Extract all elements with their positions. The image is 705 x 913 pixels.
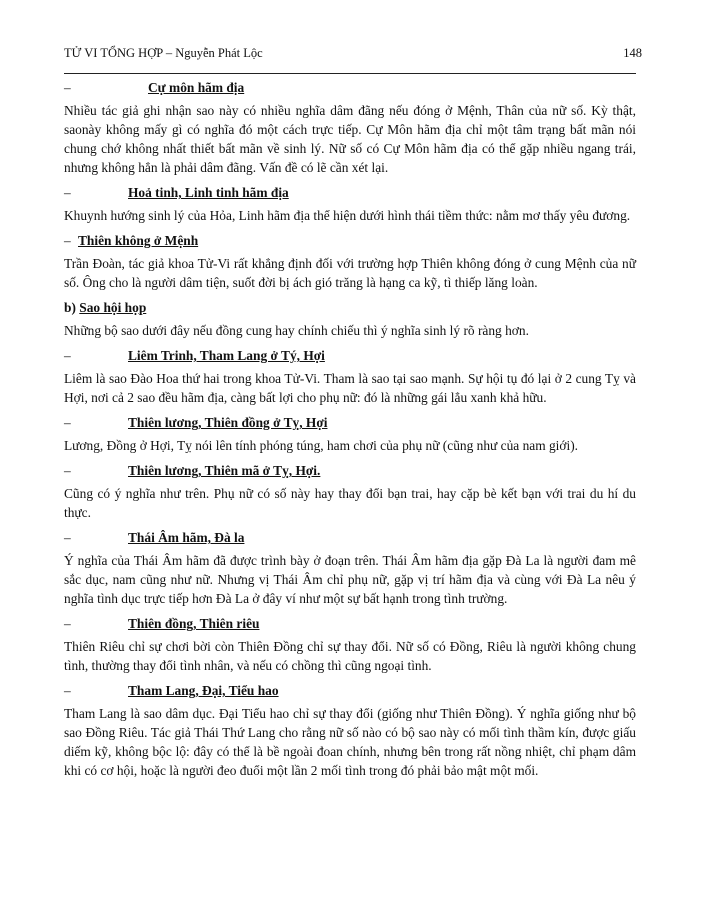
subsection-heading (64, 298, 636, 317)
section-title: Tham Lang, Đại, Tiểu hao (128, 683, 279, 698)
running-title: TỬ VI TỔNG HỢP – Nguyễn Phát Lộc (64, 46, 263, 60)
subsection-label (64, 298, 146, 317)
dash-bullet: – (64, 233, 71, 248)
section-paragraph: Nhiều tác giả ghi nhận sao này có nhiều nghĩa dâm đãng nếu đóng ở Mệnh, Thân của nữ số. Kỳ thật, saonày không mấy gì có nghĩa đó một cách trực tiếp. Cự Môn hãm địa chỉ một tâm trạng bất mãn nói chung chớ không nhất thiết bất mãn về sinh lý. Nữ số có Cự Môn hãm địa có thể gặp nhiều ngang trái, nhưng không hẳn là phải dâm đãng. Vấn đề có lẽ cần xét lại. (64, 103, 636, 175)
dash-bullet: – (64, 683, 71, 698)
section-paragraph: Ý nghĩa của Thái Âm hãm đã được trình bày ở đoạn trên. Thái Âm hãm địa gặp Đà La là người đam mê sắc dục, nam cũng như nữ. Nhưng vị Thái Âm chỉ phụ nữ, gặp vị trí hãm địa và cùng với Đà La nêu ý nghĩa tình dục trực tiếp hơn Đà La ở đây ví như một sự bất hạnh trong tình trường. (64, 553, 636, 606)
header-rule (64, 73, 636, 74)
section-heading (64, 78, 636, 97)
dash-bullet: – (64, 185, 71, 200)
subsection-title: Sao hội họp (79, 300, 147, 315)
section-heading (64, 183, 636, 202)
section-title: Hoả tinh, Linh tinh hãm địa (128, 185, 289, 200)
section-title: Thiên lương, Thiên mã ở Tỵ, Hợi. (128, 463, 321, 478)
section-title: Thiên đồng, Thiên riêu (128, 616, 260, 631)
section-title: Cự môn hãm địa (148, 80, 245, 95)
section-title: Liêm Trinh, Tham Lang ở Tý, Hợi (128, 348, 325, 363)
page-number: 148 (623, 46, 642, 60)
section-paragraph: Khuynh hướng sinh lý của Hỏa, Linh hãm địa thể hiện dưới hình thái tiềm thức: nằm mơ thấy yêu đương. (64, 208, 631, 223)
section-paragraph: Tham Lang là sao dâm dục. Đại Tiểu hao chỉ sự thay đổi (giống như Thiên Đồng). Ý nghĩa giống như bộ sao Đồng Riêu. Tác giả Thái Thứ Lang cho rằng nữ số nào có bộ sao này có mối tình thầm kín, được giấu diếm kỹ, không bộc lộ: đây có thể là bề ngoài đoan chính, nhưng bên trong rất nồng nhiệt, chỉ phạm dâm khi có cơ hội, hoặc là người đeo đuổi một lần 2 mối tình trong đó phải bảo mật một mối. (64, 706, 636, 778)
dash-bullet: – (64, 80, 71, 95)
section-paragraph: Lương, Đồng ở Hợi, Tỵ nói lên tính phóng túng, ham chơi của phụ nữ (cũng như của nam giới). (64, 438, 578, 453)
dash-bullet: – (64, 530, 71, 545)
section-title: Thiên lương, Thiên đồng ở Tỵ, Hợi (128, 415, 328, 430)
section-paragraph: Liêm là sao Đào Hoa thứ hai trong khoa Tử-Vi. Tham là sao tại sao mạnh. Sự hội tụ đó lại ở 2 cung Tỵ và Hợi, nơi cả 2 sao đều hãm địa, càng bất lợi cho phụ nữ: đó là những gái lẳu xanh khả hữu. (64, 371, 636, 405)
section-heading (64, 346, 636, 365)
section-title: Thiên không ở Mệnh (78, 233, 199, 248)
section-heading (64, 231, 636, 250)
dash-bullet: – (64, 415, 71, 430)
section-paragraph: Thiên Riêu chỉ sự chơi bời còn Thiên Đồng chỉ sự thay đổi. Nữ số có Đồng, Riêu là người không chung tình, thường thay đổi tình nhân, và nếu có chồng thì cũng ngoại tình. (64, 639, 636, 673)
section-paragraph: Trần Đoàn, tác giả khoa Tử-Vi rất khẳng định đối với trường hợp Thiên không đóng ở cung Mệnh của nữ số. Ông cho là người dâm tiện, suốt đời bị ách gió trăng là hạng ca kỹ, tì thiếp lăng loàn. (64, 256, 636, 290)
dash-bullet: – (64, 463, 71, 478)
section-paragraph: Những bộ sao dưới đây nếu đồng cung hay chính chiếu thì ý nghĩa sinh lý rõ ràng hơn. (64, 323, 529, 338)
section-heading (64, 413, 636, 432)
subsection-prefix: b) (64, 300, 76, 315)
section-paragraph: Cũng có ý nghĩa như trên. Phụ nữ có số này hay thay đổi bạn trai, hay cặp bè kết bạn với trai du hí du thực. (64, 486, 636, 520)
section-heading (64, 461, 636, 480)
section-heading (64, 528, 636, 547)
page-body (64, 78, 636, 786)
dash-bullet: – (64, 348, 71, 363)
dash-bullet: – (64, 616, 71, 631)
section-title: Thái Âm hãm, Đà la (128, 530, 245, 545)
section-heading (64, 614, 636, 633)
section-heading (64, 681, 636, 700)
